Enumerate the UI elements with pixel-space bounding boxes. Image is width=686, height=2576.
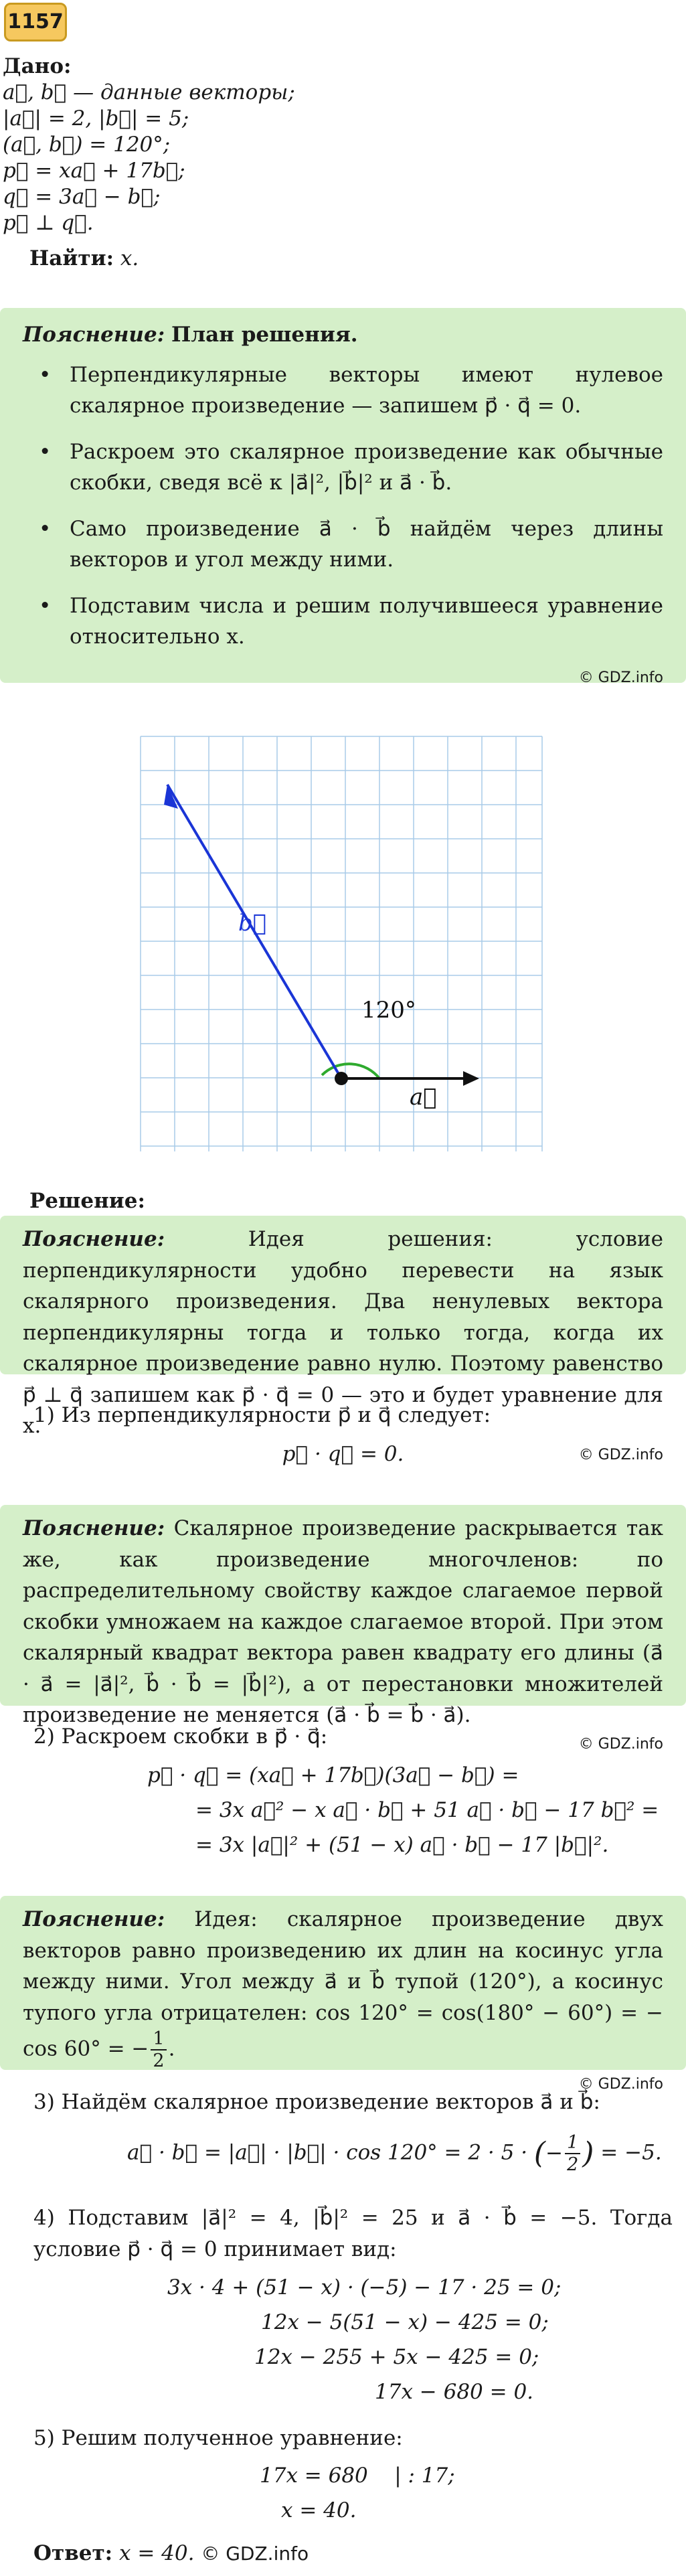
explanation-panel-3 — [0, 1896, 686, 2093]
minus-sign: − — [545, 2141, 564, 2166]
given-line: q⃗ = 3a⃗ − b⃗; — [3, 185, 161, 209]
problem-number-badge: 1157 — [4, 3, 67, 42]
given-line: a⃗, b⃗ — данные векторы; — [3, 80, 295, 104]
given-line: |a⃗| = 2, |b⃗| = 5; — [3, 106, 189, 131]
step-4-eq-line: 17x − 680 = 0. — [375, 2380, 534, 2404]
step-3-eq-left: a⃗ · b⃗ = |a⃗| · |b⃗| · cos 120° = 2 · 5 · — [127, 2140, 534, 2165]
step-2-eq-line: p⃗ · q⃗ = (xa⃗ + 17b⃗)(3a⃗ − b⃗) = — [147, 1763, 519, 1787]
plan-panel — [0, 308, 686, 686]
plan-item: • Само произведение a⃗ · b⃗ найдём через длины векторов и угол между ними. — [23, 513, 663, 576]
explanation-label: Пояснение: — [23, 1516, 165, 1540]
fraction-denominator: 2 — [567, 2154, 579, 2176]
answer-value: x = 40. — [119, 2541, 195, 2565]
step-4-eq-line: 12x − 255 + 5x − 425 = 0; — [254, 2345, 539, 2369]
plan-list — [23, 359, 663, 653]
vector-diagram — [0, 730, 686, 1158]
explanation-body: Идея: скалярное произведение двух векторов равно произведению их длин на косинус угла между ними. Угол между a⃗ и b⃗ тупой (120°), а косинус тупого угла отрицателен: cos 120° = cos(180° − 60°) = − cos 60° = − — [23, 1907, 663, 2061]
fraction — [151, 2028, 166, 2071]
explanation-body: Скалярное произведение раскрывается так же, как произведение многочленов: по распределительному свойству каждое слагаемое первой скобки умножаем на каждое слагаемое второй. При этом скалярный квадрат вектора равен квадрату его длины (a⃗ · a⃗ = |a⃗|², b⃗ · b⃗ = |b⃗|²), а от перестановки множителей произведение не меняется (a⃗ · b⃗ = b⃗ · a⃗). — [23, 1516, 663, 1727]
copyright: © GDZ.info — [578, 669, 663, 686]
step-1-text: 1) Из перпендикулярности p⃗ и q⃗ следует: — [33, 1403, 491, 1427]
find-line — [3, 246, 295, 272]
plan-heading-italic: Пояснение: — [23, 323, 165, 347]
plan-item: • Раскроем это скалярное произведение как обычные скобки, сведя всё к |a⃗|², |b⃗|² и a⃗ · b⃗. — [23, 436, 663, 499]
explanation-tail: . — [168, 2036, 175, 2061]
explanation-label: Пояснение: — [23, 1227, 165, 1251]
copyright: © GDZ.info — [578, 2076, 663, 2093]
step-2-eq-line: = 3x a⃗² − x a⃗ · b⃗ + 51 a⃗ · b⃗ − 17 b⃗² = — [195, 1798, 659, 1822]
step-5-text: 5) Решим полученное уравнение: — [33, 2426, 403, 2450]
paren-open: ( — [533, 2136, 546, 2171]
solution-title: Решение: — [29, 1189, 145, 1213]
angle-label: 120° — [361, 997, 416, 1024]
plan-heading-text: План решения. — [171, 323, 358, 347]
plan-item: • Подставим числа и решим получившееся уравнение относительно x. — [23, 590, 663, 653]
step-2-text: 2) Раскроем скобки в p⃗ · q⃗: — [33, 1724, 328, 1749]
step-3-equation — [127, 2132, 662, 2175]
given-block — [0, 54, 295, 272]
answer-line — [33, 2539, 309, 2569]
paren-close: ) — [582, 2136, 594, 2171]
explanation-label: Пояснение: — [23, 1907, 165, 1931]
plan-heading — [23, 320, 663, 350]
explanation-text — [23, 1513, 663, 1731]
step-4-eq-line: 12x − 5(51 − x) − 425 = 0; — [261, 2310, 549, 2334]
fraction — [565, 2132, 580, 2175]
vector-b-label: b⃗ — [238, 910, 267, 937]
origin-point — [335, 1072, 348, 1085]
step-3-text: 3) Найдём скалярное произведение векторов a⃗ и b⃗: — [33, 2090, 600, 2114]
fraction-numerator: 1 — [565, 2132, 580, 2154]
copyright: © GDZ.info — [578, 1446, 663, 1463]
given-line: p⃗ ⊥ q⃗. — [3, 211, 94, 235]
copyright: © GDZ.info — [578, 1735, 663, 1753]
vector-a-label: a⃗ — [410, 1084, 437, 1111]
angle-arc — [322, 1064, 379, 1078]
step-5-eq-line: x = 40. — [281, 2498, 357, 2522]
step-3-eq-right: = −5. — [594, 2140, 662, 2165]
fraction-denominator: 2 — [153, 2050, 165, 2072]
plan-item: • Перпендикулярные векторы имеют нулевое скалярное произведение — запишем p⃗ · q⃗ = 0. — [23, 359, 663, 422]
step-2-eq-line: = 3x |a⃗|² + (51 − x) a⃗ · b⃗ − 17 |b⃗|². — [195, 1833, 609, 1857]
given-line: (a⃗, b⃗) = 120°; — [3, 133, 171, 157]
find-label: Найти: — [29, 246, 114, 270]
step-4-text: 4) Подставим |a⃗|² = 4, |b⃗|² = 25 и a⃗ · b⃗ = −5. Тогда условие p⃗ · q⃗ = 0 принимает вид: — [33, 2206, 673, 2261]
given-line: p⃗ = xa⃗ + 17b⃗; — [3, 159, 185, 183]
find-value: x. — [120, 246, 139, 270]
explanation-text — [23, 1904, 663, 2071]
step-1-equation: p⃗ · q⃗ = 0. — [282, 1442, 404, 1466]
step-4-eq-line: 3x · 4 + (51 − x) · (−5) − 17 · 25 = 0; — [167, 2275, 562, 2300]
step-5-eq-line: 17x = 680 | : 17; — [260, 2464, 455, 2488]
answer-label: Ответ: — [33, 2541, 113, 2565]
explanation-body: Идея решения: условие перпендикулярности удобно перевести на язык скалярного произведения. Два ненулевых вектора перпендикулярны тогда и только тогда, когда их скалярное произведение равно нулю. Поэтому равенство p⃗ ⊥ q⃗ запишем как p⃗ · q⃗ = 0 — это и будет уравнение для x. — [23, 1227, 663, 1438]
vector-a-arrowhead — [463, 1071, 479, 1086]
fraction-numerator: 1 — [151, 2028, 166, 2050]
grid — [141, 736, 542, 1151]
copyright: © GDZ.info — [201, 2543, 309, 2565]
given-title: Дано: — [3, 54, 72, 78]
